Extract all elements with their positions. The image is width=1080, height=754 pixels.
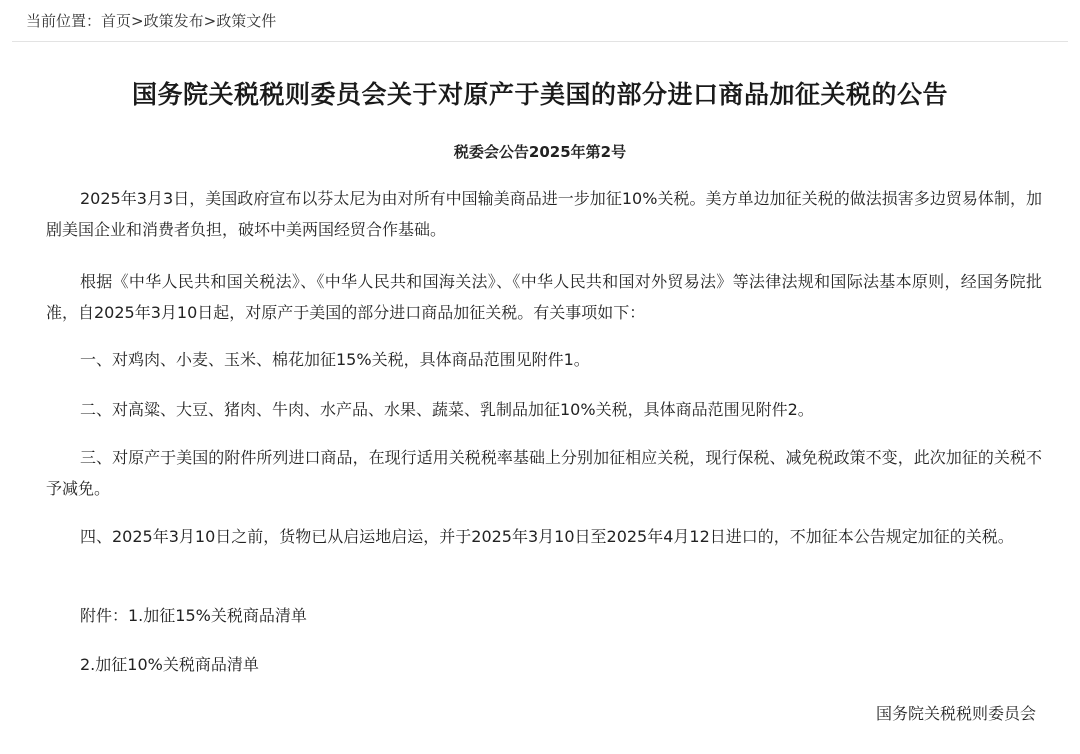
breadcrumb-policy-release-link[interactable]: 政策发布 — [143, 12, 204, 30]
paragraph-item-four: 四、2025年3月10日之前，货物已从启运地启运，并于2025年3月10日至2025年4月12日进口的，不加征本公告规定加征的关税。 — [80, 527, 1014, 546]
paragraph-item-two: 二、对高粱、大豆、猪肉、牛肉、水产品、水果、蔬菜、乳制品加征10%关税，具体商品范围见附件2。 — [80, 400, 814, 419]
document-title: 国务院关税税则委员会关于对原产于美国的部分进口商品加征关税的公告 — [131, 80, 948, 109]
paragraph-background: 2025年3月3日，美国政府宣布以芬太尼为由对所有中国输美商品进一步加征10%关税。美方单边加征关税的做法损害多边贸易体制，加剧美国企业和消费者负担，破坏中美两国经贸合作基础。 — [46, 189, 1042, 239]
paragraph-item-one: 一、对鸡肉、小麦、玉米、棉花加征15%关税，具体商品范围见附件1。 — [80, 350, 590, 369]
breadcrumb-separator: > — [203, 12, 217, 30]
breadcrumb-home-link[interactable]: 首页 — [101, 12, 132, 30]
attachment-one: 附件：1.加征15%关税商品清单 — [80, 606, 307, 625]
issuer-signature: 国务院关税税则委员会 — [875, 704, 1036, 723]
paragraph-item-three: 三、对原产于美国的附件所列进口商品，在现行适用关税税率基础上分别加征相应关税，现行保税、减免税政策不变，此次加征的关税不予减免。 — [46, 448, 1042, 498]
attachment-two: 2.加征10%关税商品清单 — [80, 655, 259, 674]
document-number: 税委会公告2025年第2号 — [453, 143, 627, 161]
paragraph-legal-basis: 根据《中华人民共和国关税法》、《中华人民共和国海关法》、《中华人民共和国对外贸易法》等法律法规和国际法基本原则，经国务院批准，自2025年3月10日起，对原产于美国的部分进口商品加征关税。有关事项如下： — [46, 272, 1042, 322]
breadcrumb — [26, 9, 276, 33]
breadcrumb-prefix: 当前位置： — [26, 12, 102, 30]
header-divider — [12, 41, 1068, 42]
breadcrumb-separator: > — [131, 12, 144, 30]
breadcrumb-policy-documents-link[interactable]: 政策文件 — [216, 12, 277, 30]
